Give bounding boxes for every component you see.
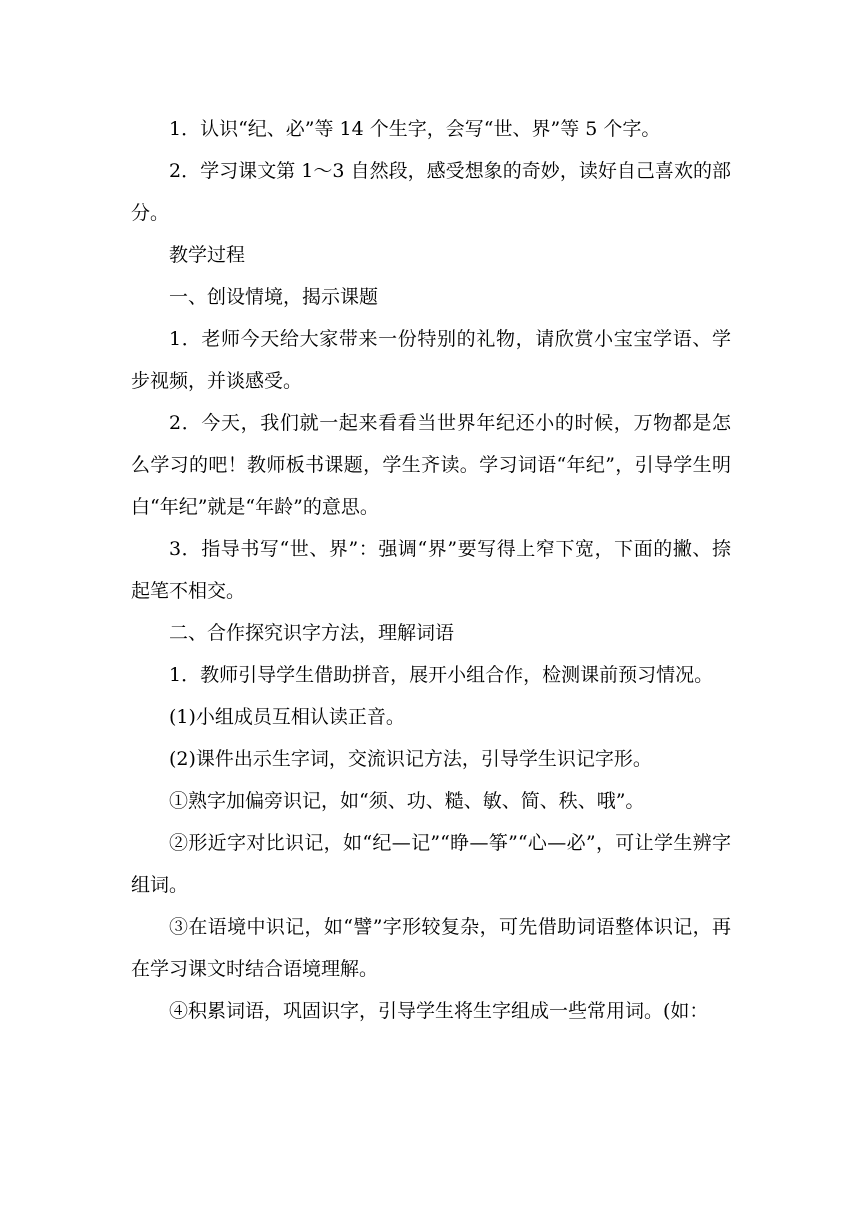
section-heading: 一、创设情境，揭示课题 bbox=[169, 286, 379, 308]
paragraph: ③在语境中识记，如“譬”字形较复杂，可先借助词语整体识记，再在学习课文时结合语境理解。 bbox=[131, 916, 731, 980]
document-body bbox=[131, 108, 731, 1032]
section-heading: 二、合作探究识字方法，理解词语 bbox=[169, 622, 455, 644]
paragraph: 1．教师引导学生借助拼音，展开小组合作，检测课前预习情况。 bbox=[169, 664, 714, 686]
paragraph: ②形近字对比识记，如“纪—记”“睁—筝”“心—必”，可让学生辨字组词。 bbox=[131, 832, 731, 896]
paragraph: 1．老师今天给大家带来一份特别的礼物，请欣赏小宝宝学语、学步视频，并谈感受。 bbox=[131, 328, 731, 392]
paragraph: 2．今天，我们就一起来看看当世界年纪还小的时候，万物都是怎么学习的吧！教师板书课题，学生齐读。学习词语“年纪”，引导学生明白“年纪”就是“年龄”的意思。 bbox=[131, 412, 731, 518]
section-heading: 教学过程 bbox=[169, 244, 246, 266]
paragraph: 2．学习课文第 1～3 自然段，感受想象的奇妙，读好自己喜欢的部分。 bbox=[131, 160, 731, 224]
paragraph: 3．指导书写“世、界”：强调“界”要写得上窄下宽，下面的撇、捺起笔不相交。 bbox=[131, 538, 731, 602]
paragraph: ①熟字加偏旁识记，如“须、功、糙、敏、简、秩、哦”。 bbox=[169, 790, 645, 812]
paragraph: 1．认识“纪、必”等 14 个生字，会写“世、界”等 5 个字。 bbox=[169, 118, 661, 140]
paragraph: ④积累词语，巩固识字，引导学生将生字组成一些常用词。(如： bbox=[169, 1000, 709, 1022]
paragraph: (1)小组成员互相认读正音。 bbox=[169, 706, 405, 728]
paragraph: (2)课件出示生字词，交流识记方法，引导学生识记字形。 bbox=[169, 748, 652, 770]
